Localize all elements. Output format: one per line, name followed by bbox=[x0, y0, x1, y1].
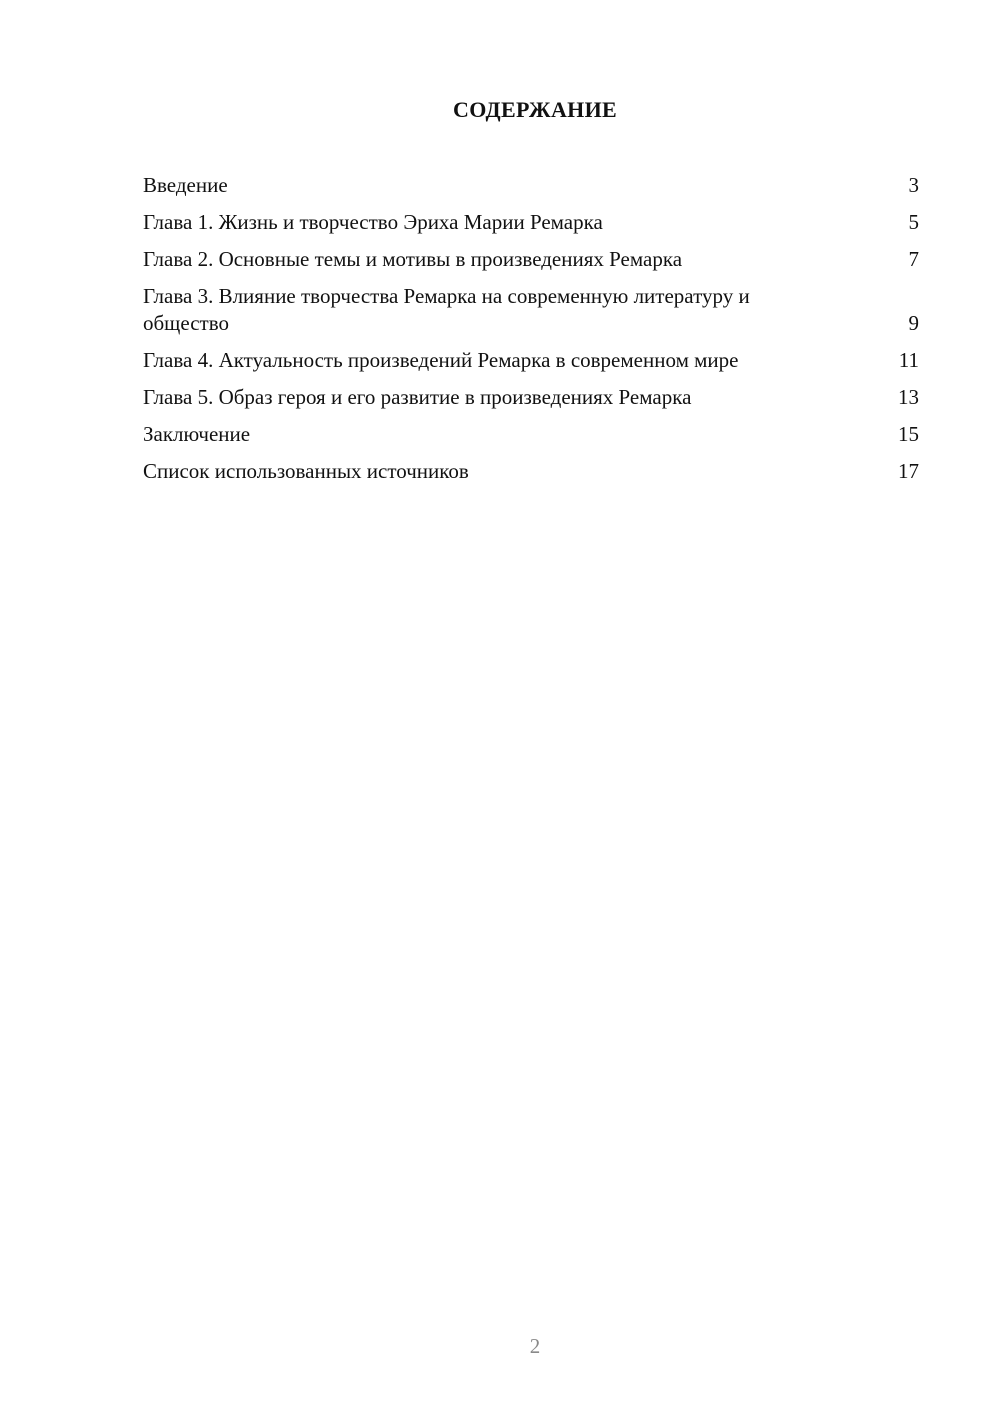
toc-entry-title: Глава 4. Актуальность произведений Ремарка в современном мире bbox=[143, 348, 739, 372]
toc-entry-page: 11 bbox=[898, 348, 919, 372]
toc-entry-chapter-3[interactable] bbox=[143, 283, 919, 337]
toc-entry-chapter-2[interactable] bbox=[143, 246, 919, 273]
toc-entry-page: 9 bbox=[908, 311, 919, 335]
toc-entry-chapter-4[interactable] bbox=[143, 347, 919, 374]
toc-entry-title: Глава 5. Образ героя и его развитие в произведениях Ремарка bbox=[143, 385, 692, 409]
toc-entry-title: Список использованных источников bbox=[143, 459, 469, 483]
page-title: СОДЕРЖАНИЕ bbox=[453, 97, 617, 122]
toc-entry-title: Заключение bbox=[143, 422, 251, 446]
toc-entry-page: 3 bbox=[908, 173, 919, 197]
toc-entry-page: 7 bbox=[908, 247, 919, 271]
toc-entry-title: Глава 2. Основные темы и мотивы в произведениях Ремарка bbox=[143, 247, 683, 271]
toc-entry-chapter-1[interactable] bbox=[143, 209, 919, 236]
toc-entry-page: 17 bbox=[898, 459, 919, 483]
toc-entry-page: 5 bbox=[908, 210, 919, 234]
toc-entry-page: 15 bbox=[898, 422, 919, 446]
toc-entry-title: Глава 3. Влияние творчества Ремарка на современную литературу и общество bbox=[143, 284, 750, 335]
table-of-contents bbox=[143, 172, 919, 495]
toc-entry-title: Введение bbox=[143, 173, 228, 197]
toc-entry-chapter-5[interactable] bbox=[143, 384, 919, 411]
page-number: 2 bbox=[529, 1334, 541, 1358]
toc-entry-page: 13 bbox=[898, 385, 919, 409]
toc-entry-references[interactable] bbox=[143, 458, 919, 485]
toc-entry-conclusion[interactable] bbox=[143, 421, 919, 448]
toc-entry-introduction[interactable] bbox=[143, 172, 919, 199]
toc-entry-title: Глава 1. Жизнь и творчество Эриха Марии Ремарка bbox=[143, 210, 603, 234]
